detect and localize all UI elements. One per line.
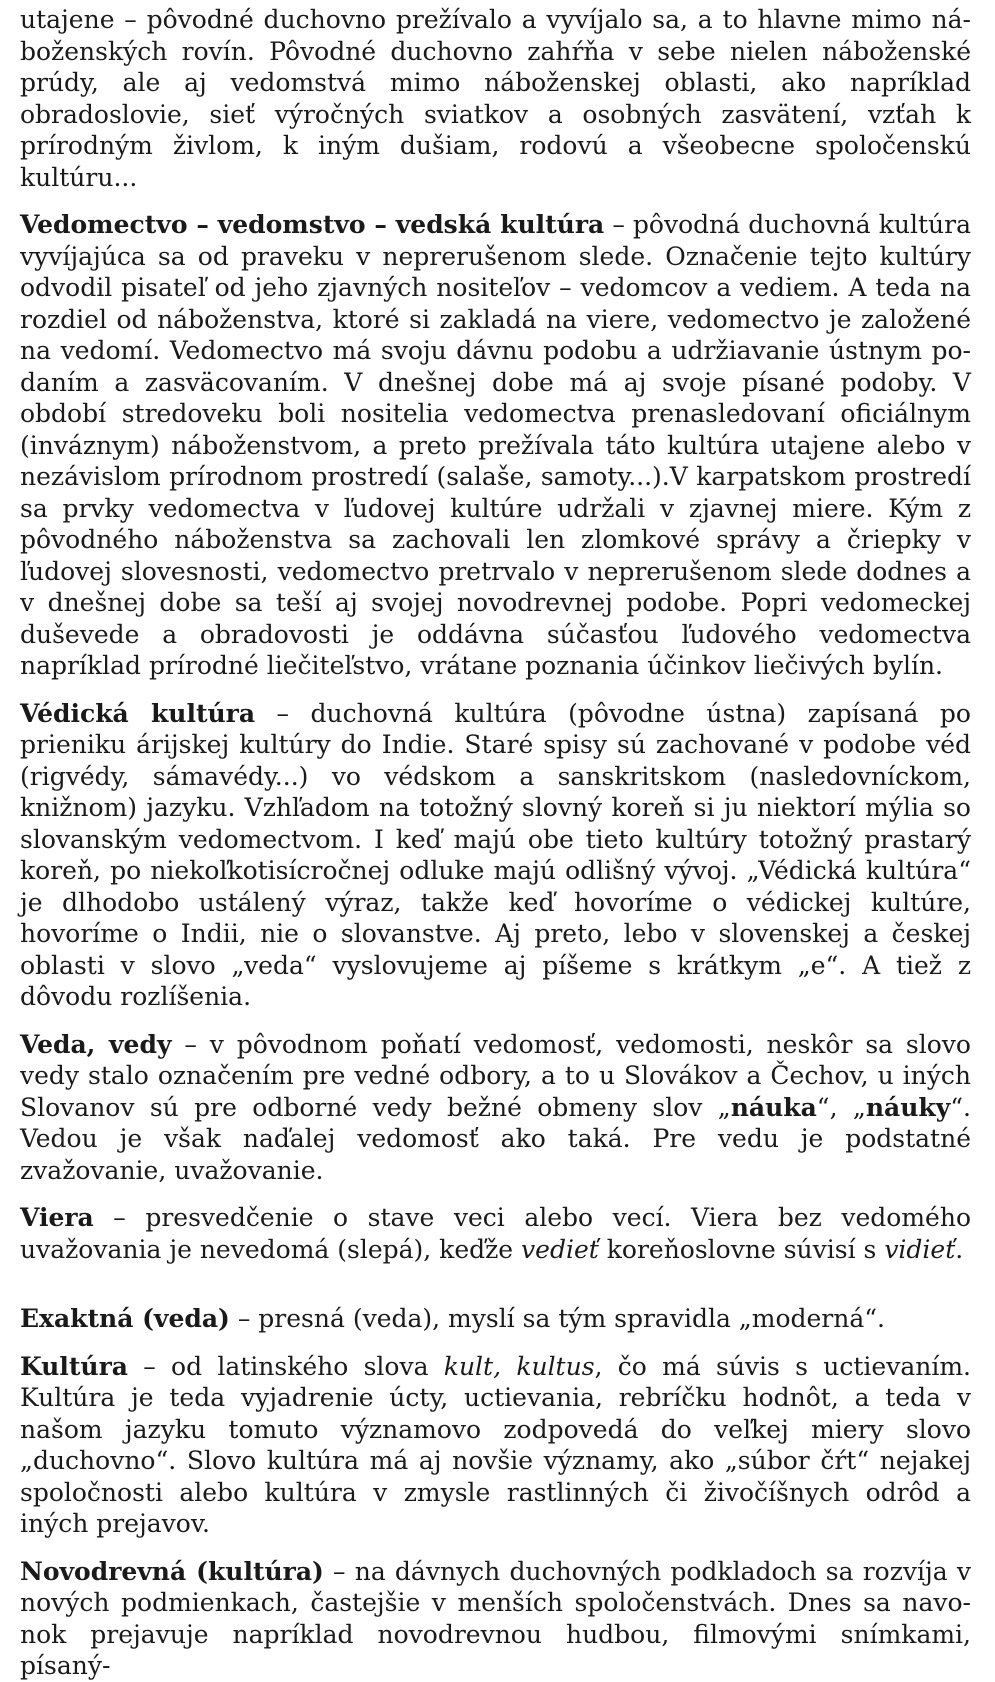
- term-heading: Exaktná (veda): [20, 1304, 230, 1333]
- paragraph-text: , čo má súvis s uctievaním. Kultúra je teda vyjadrenie úcty, uctievania, rebríčku hodnôt, a teda v našom jazyku tomuto významovo zodpovedá do veľkej miery slovo „duchovno“. Slovo kultúra má aj novšie významy, ako „súbor čŕt“ nejakej spoločnosti alebo kultúra v zmysle rastlinných či živočíšnych odrôd a iných prejavov.: [20, 1351, 971, 1538]
- paragraph-veda: [20, 1029, 971, 1187]
- paragraph-exaktna: [20, 1303, 971, 1335]
- bold-word: náuka: [730, 1092, 817, 1122]
- paragraph-vedomectvo: [20, 209, 971, 682]
- paragraph-text: .: [955, 1234, 964, 1264]
- paragraph-text: – od latinského slova: [127, 1351, 444, 1381]
- term-heading: Védická kultúra: [20, 698, 256, 728]
- term-heading: Veda, vedy: [20, 1029, 172, 1059]
- paragraph-novodrevna: [20, 1556, 971, 1682]
- paragraph-vedicka: [20, 698, 971, 1013]
- paragraph-text: “. Vedou je však naďalej vedomosť ako taká. Pre vedu je podstatné zvažovanie, uvažovanie.: [20, 1092, 971, 1185]
- paragraph-text: koreňoslovne súvisí s: [598, 1234, 885, 1264]
- bold-word: náuky: [865, 1092, 951, 1122]
- paragraph-text: utajene – pôvodné duchovno prežívalo a vyvíjalo sa, a to hlavne mimo náboženských rovín. Pôvodné duchovno zahŕňa v sebe nielen náboženské prúdy, ale aj vedomstvá mimo náboženskej oblasti, ako napríklad obradoslovie, sieť výročných sviatkov a osobných zasvätení, vzťah k prírodným živlom, k iným dušiam, rodovú a všeobecne spoločenskú kultúru...: [20, 5, 971, 192]
- italic-word: kult, kultus: [443, 1351, 595, 1381]
- paragraph-kultura: [20, 1351, 971, 1540]
- paragraph-text: – presná (veda), myslí sa tým spravidla „moderná“.: [229, 1304, 885, 1333]
- paragraph-text: “, „: [816, 1092, 866, 1122]
- term-heading: Kultúra: [20, 1351, 128, 1381]
- term-heading: Viera: [20, 1203, 94, 1232]
- paragraph-text: – pôvodná duchovná kultúra vyvíjajúca sa od praveku v neprerušenom slede. Označenie tejto kultúry odvodil pisateľ od jeho zjavných nositeľov – vedomcov a vediem. A teda na rozdiel od náboženstva, ktoré si zakladá na viere, vedomectvo je založené na vedomí. Vedomectvo má svoju dávnu podobu a udržiavanie ústnym podaním a zasväcovaním. V dnešnej dobe má aj svoje písané podoby. V období stredoveku boli nositelia vedomectva prenasledovaní oficiálnym (inváznym) náboženstvom, a preto prežívala táto kultúra utajene alebo v nezávislom prírodnom prostredí (salaše, samoty...).V karpatskom prostredí sa prvky vedomectva v ľudovej kultúre udržali v zjavnej miere. Kým z pôvodného náboženstva sa zachovali len zlomkové správy a čriepky v ľudovej slovesnosti, vedomectvo pretrvalo v neprerušenom slede dodnes a v dnešnej dobe sa teší aj svojej novodrevnej podobe. Popri vedomeckej duševede a obradovosti je oddávna súčasťou ľudového vedomectva napríklad prírodné liečiteľstvo, vrátane poznania účinkov liečivých bylín.: [20, 210, 971, 680]
- term-heading: Novodrevná (kultúra): [20, 1556, 324, 1586]
- paragraph-text: – presvedčenie o stave veci alebo vecí. Viera bez vedomého uvažovania je nevedomá (slepá), keďže: [20, 1203, 971, 1264]
- paragraph-text: – na dávnych duchovných podkladoch sa rozvíja v nových podmienkach, častejšie v menších spoločenstvách. Dnes sa navonok prejavuje napríklad novodrevnou hudbou, filmovými snímkami, písaný-: [20, 1556, 971, 1680]
- paragraph-text: – v pôvodnom poňatí vedomosť, vedomosti, neskôr sa slovo vedy stalo označením pre vedné odbory, a to u Slovákov a Čechov, u iných Slovanov sú pre odborné vedy bežné obmeny slov „: [20, 1029, 971, 1122]
- italic-word: vidieť: [884, 1234, 956, 1264]
- paragraph-text: – duchovná kultúra (pôvodne ústna) zapísaná po prieniku árijskej kultúry do Indie. Staré spisy sú zachované v podobe véd (rigvédy, sámavédy...) vo védskom a sanskritskom (nasledovníckom, knižnom) jazyku. Vzhľadom na totožný slovný koreň si ju niektorí mýlia so slovanským vedomectvom. I keď majú obe tieto kultúry totožný prastarý koreň, po niekoľkotisícročnej odluke majú odlišný vývoj. „Védická kultúra“ je dlhodobo ustálený výraz, takže keď hovoríme o védickej kultúre, hovoríme o Indii, nie o slovanstve. Aj preto, lebo v slovenskej a českej oblasti v slovo „veda“ vyslovujeme aj píšeme s krátkym „e“. A tiež z dôvodu rozlíšenia.: [20, 698, 971, 1011]
- term-heading: Vedomectvo – vedomstvo – vedská kultúra: [20, 210, 605, 239]
- paragraph-intro: [20, 4, 971, 193]
- paragraph-viera: [20, 1202, 971, 1265]
- italic-word: vedieť: [521, 1234, 599, 1264]
